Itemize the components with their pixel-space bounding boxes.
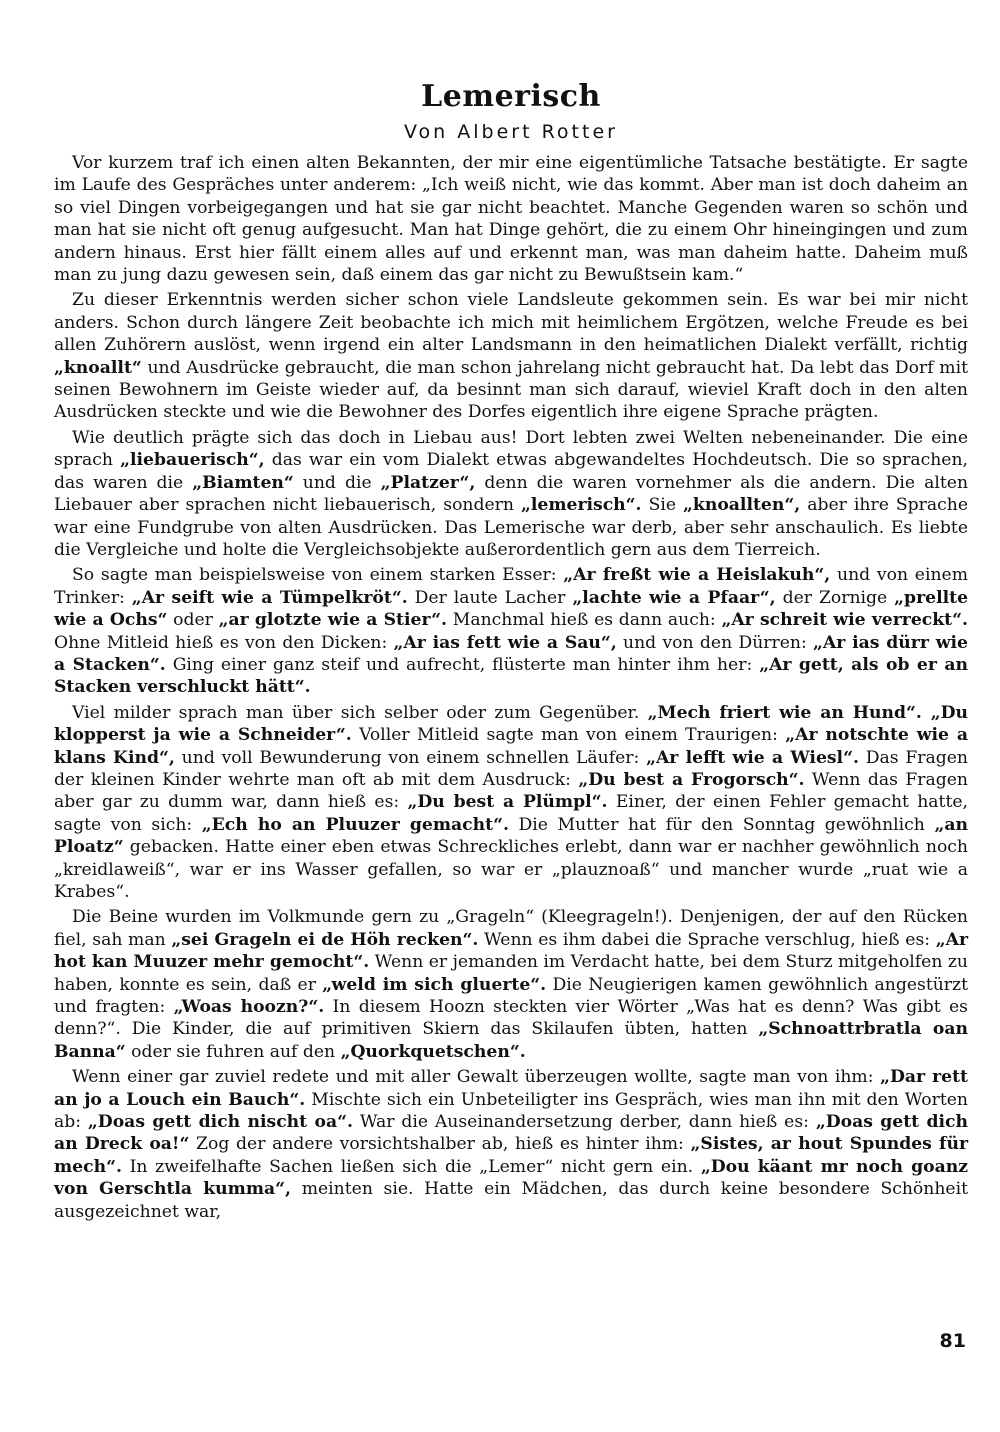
dialect-phrase: „lemerisch“. [520, 495, 642, 516]
dialect-phrase: „knoallten“, [683, 495, 801, 516]
text-run: das war ein vom Dialekt etwas abgewandeltes Hochdeutsch. Die so sprachen, das waren die [54, 450, 968, 493]
text-run: und die [293, 472, 381, 493]
dialect-phrase: „knoallt“ [54, 357, 142, 378]
dialect-phrase: „ar glotzte wie a Stier“. [218, 610, 448, 631]
text-run: Die Neugierigen kamen gewöhnlich angestürzt und fragten: [54, 974, 968, 1018]
dialect-phrase: „Ech ho an Pluuzer gemacht“. [201, 814, 509, 835]
dialect-phrase: „lachte wie a Pfaar“, [572, 587, 776, 608]
dialect-phrase: „Ar seift wie a Tümpelkröt“. [131, 587, 408, 608]
paragraph [54, 564, 968, 698]
dialect-phrase: „Ar gett, als ob er an Stacken verschluckt hätt“. [54, 654, 968, 698]
text-run: und von einem Trinker: [54, 565, 968, 608]
dialect-phrase: „Dar rett an jo a Louch ein Bauch“. [54, 1067, 968, 1110]
text-run: Das Fragen der kleinen Kinder wehrte man oft ab mit dem Ausdruck: [54, 747, 968, 790]
dialect-phrase: „Schnoattrbratla oan Banna“ [54, 1019, 969, 1062]
text-run: meinten sie. Hatte ein Mädchen, das durch keine besondere Schönheit ausgezeichnet war, [54, 1179, 968, 1222]
dialect-phrase: „an Ploatz“ [54, 814, 968, 858]
text-run: und voll Bewunderung von einem schnellen Läufer: [174, 747, 647, 768]
text-run: Die Beine wurden im Volkmunde gern zu „Grageln“ (Kleegrageln!). Denjenigen, der auf den Rücken fiel, sah man [54, 907, 968, 950]
paragraph [54, 1066, 968, 1223]
dialect-phrase: „Ar notschte wie a klans Kind“, [54, 725, 968, 768]
text-run: oder [167, 610, 219, 631]
text-run: Viel milder sprach man über sich selber oder zum Gegenüber. [72, 702, 648, 723]
dialect-phrase: „liebauerisch“, [120, 450, 265, 471]
text-run: gebacken. Hatte einer eben etwas Schreckliches erlebt, dann war er nachher gewöhnlich noch „kreidlaweiß“, war er ins Wasser gefallen, so war er „plauznoaß“ und mancher wurde „ruat wie a Krabes“. [54, 837, 968, 902]
paragraph [54, 152, 968, 286]
text-run: oder sie fuhren auf den [125, 1041, 341, 1062]
text-run: und Ausdrücke gebraucht, die man schon jahrelang nicht gebraucht hat. Da lebt das Dorf mit seinen Bewohnern im Geiste wieder auf, da besinnt man sich darauf, wieviel Kraft doch in den alten Ausdrücken steckte und wie die Bewohner des Dorfes eigentlich ihre eigene Sprache prägten. [54, 357, 968, 423]
dialect-phrase: „Sistes, ar hout Spundes für mech“. [54, 1134, 969, 1177]
text-run: Der laute Lacher [407, 587, 573, 608]
text-run: der Zornige [775, 587, 895, 608]
article-author: Von Albert Rotter [404, 121, 618, 143]
dialect-phrase: „Dou käant mr noch goanz von Gerschtla kumma“, [54, 1156, 969, 1200]
text-run: In zweifelhafte Sachen ließen sich die „Lemer“ nicht gern ein. [121, 1156, 701, 1177]
dialect-phrase: „Mech friert wie an Hund“. „Du klopperst ja wie a Schneider“. [54, 702, 968, 746]
text-run: Wie deutlich prägte sich das doch in Liebau aus! Dort lebten zwei Welten nebeneinander. Die eine sprach [54, 427, 968, 471]
dialect-phrase: „Ar hot kan Muuzer mehr gemocht“. [54, 929, 968, 973]
text-run: Zu dieser Erkenntnis werden sicher schon viele Landsleute gekommen sein. Es war bei mir nicht anders. Schon durch längere Zeit beobachte ich mich mit heimlichem Ergötzen, welche Freude es bei allen Zuhörern auslöst, wenn irgend ein alter Landsmann in den heimatlichen Dialekt verfällt, richtig [54, 290, 968, 356]
text-run: So sagte man beispielsweise von einem starken Esser: [72, 565, 564, 586]
text-run: Wenn das Fragen aber gar zu dumm war, dann hieß es: [54, 769, 968, 813]
paragraph [54, 427, 968, 561]
text-run: Voller Mitleid sagte man von einem Traurigen: [351, 725, 786, 746]
dialect-phrase: „Ar lefft wie a Wiesl“. [646, 747, 859, 768]
article-title: Lemerisch [421, 79, 601, 114]
paragraph [54, 289, 968, 423]
dialect-phrase: „Woas hoozn?“. [173, 997, 325, 1018]
text-run: Die Mutter hat für den Sonntag gewöhnlich [508, 814, 935, 835]
text-run: In diesem Hoozn steckten vier Wörter „Was hat es denn? Was gibt es denn?“. Die Kinder, die auf primitiven Skiern das Skilaufen übten, hatten [54, 997, 968, 1040]
text-run: Vor kurzem traf ich einen alten Bekannten, der mir eine eigentümliche Tatsache bestätigte. Er sagte im Laufe des Gespräches unter anderem: „Ich weiß nicht, wie das kommt. Aber man ist doch daheim an so viel Dingen vorbeigegangen und hat sie gar nicht beachtet. Manche Gegenden waren so schön und man hat sie nicht oft genug aufgesucht. Man hat Dinge gehört, die zu einem Ohr hineingingen und zum andern hinaus. Erst hier fällt einem alles auf und erkennt man, was man daheim hatte. Daheim muß man zu jung dazu gewesen sein, daß einem das gar nicht zu Bewußtsein kam.“ [54, 153, 968, 286]
dialect-phrase: „Ar schreit wie verreckt“. [721, 610, 968, 631]
dialect-phrase: „Doas gett dich nischt oa“. [87, 1112, 353, 1133]
dialect-phrase: „Du best a Frogorsch“. [578, 769, 805, 790]
text-run: Ging einer ganz steif und aufrecht, flüsterte man hinter ihm her: [165, 654, 760, 675]
text-run: Ohne Mitleid hieß es von den Dicken: [54, 632, 394, 653]
dialect-phrase: „weld im sich gluerte“. [322, 974, 547, 995]
text-run: aber ihre Sprache war eine Fundgrube von alten Ausdrücken. Das Lemerische war derb, aber sehr anschaulich. Es liebte die Vergleiche und holte die Vergleichsobjekte außerordentlich gern aus dem Tierreich. [54, 495, 968, 560]
article-body [54, 152, 968, 1223]
paragraph [54, 702, 968, 904]
dialect-phrase: „Du best a Plümpl“. [407, 792, 608, 813]
dialect-phrase: „sei Grageln ei de Höh recken“. [171, 929, 479, 950]
text-run: denn die waren vornehmer als die andern. Die alten Liebauer aber sprachen nicht liebauerisch, sondern [54, 472, 969, 516]
text-run: Einer, der einen Fehler gemacht hatte, sagte von sich: [54, 792, 968, 835]
dialect-phrase: „Ar ias dürr wie a Stacken“. [54, 632, 968, 675]
dialect-phrase: „Biamten“ [192, 472, 294, 493]
dialect-phrase: „Platzer“, [380, 472, 476, 493]
page-number: 81 [939, 1330, 966, 1352]
dialect-phrase: „Doas gett dich an Dreck oa!“ [54, 1112, 968, 1155]
text-run: Sie [641, 495, 684, 516]
article [54, 80, 968, 1226]
text-run: Zog der andere vorsichtshalber ab, hieß es hinter ihm: [189, 1134, 691, 1155]
text-run: Wenn es ihm dabei die Sprache verschlug, hieß es: [478, 929, 936, 950]
text-run: Wenn er jemanden im Verdacht hatte, bei dem Sturz mitgeholfen zu haben, konnte es sein, daß er [54, 952, 968, 995]
dialect-phrase: „Ar freßt wie a Heislakuh“, [563, 565, 831, 586]
dialect-phrase: „prellte wie a Ochs“ [54, 587, 968, 631]
paragraph [54, 906, 968, 1063]
dialect-phrase: „Ar ias fett wie a Sau“, [393, 632, 617, 653]
text-run: War die Auseinandersetzung derber, dann hieß es: [352, 1112, 816, 1133]
text-run: Wenn einer gar zuviel redete und mit aller Gewalt überzeugen wollte, sagte man von ihm: [72, 1067, 881, 1088]
text-run: Mischte sich ein Unbeteiligter ins Gespräch, wies man ihn mit den Worten ab: [54, 1089, 968, 1133]
text-run: Manchmal hieß es dann auch: [447, 610, 722, 631]
text-run: und von den Dürren: [616, 632, 814, 653]
dialect-phrase: „Quorkquetschen“. [340, 1041, 526, 1062]
